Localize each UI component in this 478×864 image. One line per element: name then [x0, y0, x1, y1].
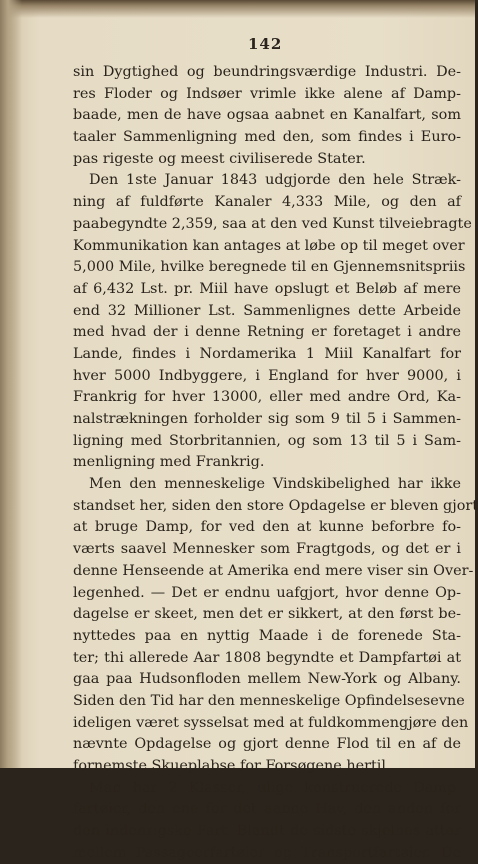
- text-line: nævnte Opdagelse og gjort denne Flod til en af de: [73, 736, 461, 753]
- text-line: fornemste Skueplabse for Forsøgene hertil.: [73, 758, 391, 774]
- text-line: Frankrig for hver 13000, eller med andre Ord, Ka-: [73, 389, 461, 406]
- text-line: værts saavel Mennesker som Fragtgods, og det er i: [73, 541, 461, 558]
- text-line: ter; thi allerede Aar 1808 begyndte et Dampfartøi at: [73, 649, 461, 666]
- text-line: 5,000 Mile, hvilke beregnede til en Gjennemsnitspriis: [73, 259, 466, 276]
- text-line: baade, men de have ogsaa aabnet en Kanalfart, som: [73, 107, 461, 124]
- text-line: den indenrigske Fart. Blandt de sidste skjelnes atter: [73, 823, 461, 840]
- text-line: fartøier, den ene for det aabne Hav, den anden for: [73, 801, 461, 818]
- text-line: legenhed. — Det er endnu uafgjort, hvor denne Op-: [73, 584, 461, 601]
- text-line: ning af fuldførte Kanaler 4,333 Mile, og den af: [73, 194, 461, 211]
- text-line: gaa paa Hudsonfloden mellem New-York og Albany.: [73, 671, 461, 688]
- text-line: res Floder og Indsøer vrimle ikke alene af Damp-: [73, 85, 461, 102]
- text-line: taaler Sammenligning med den, som findes i Euro-: [73, 129, 461, 146]
- page-top-shadow: [0, 0, 475, 18]
- text-line: nyttedes paa en nyttig Maade i de forenede Sta-: [73, 627, 461, 644]
- text-line: Lande, findes i Nordamerika 1 Miil Kanalfart for: [73, 345, 461, 362]
- text-line: Den 1ste Januar 1843 udgjorde den hele Stræk-: [89, 172, 461, 189]
- text-line: Kommunikation kan antages at løbe op til meget over: [73, 237, 465, 254]
- text-line: denne Henseende at Amerika end mere viser sin Over-: [73, 562, 474, 579]
- text-line: Siden den Tid har den menneskelige Opfindelsesevne: [73, 692, 465, 709]
- text-line: menligning med Frankrig.: [73, 454, 265, 471]
- text-line: sin Dygtighed og beundringsværdige Industri. De-: [73, 64, 461, 80]
- text-line: standset her, siden den store Opdagelse er bleven gjort: [73, 497, 478, 514]
- text-line: paabegyndte 2,359, saa at den ved Kunst tilveiebragte: [73, 215, 472, 232]
- page-binding-edge: [0, 0, 22, 768]
- body-text: [73, 62, 478, 864]
- text-line: pas rigeste og meest civiliserede Stater.: [73, 150, 366, 167]
- text-line: Men den menneskelige Vindskibelighed har ikke: [89, 476, 461, 493]
- text-line: mellem Passageerfartøier og Transportfartøier. De: [73, 844, 461, 861]
- text-line: ideligen været sysselsat med at fuldkommengjøre den: [73, 714, 469, 731]
- page-number: 142: [248, 35, 283, 53]
- text-line: med hvad der i denne Retning er foretaget i andre: [73, 324, 461, 341]
- text-line: nalstrækningen forholder sig som 9 til 5 i Sammen-: [73, 411, 461, 427]
- text-line: Man har 2 Klasser, ulige konstruerede Damp-: [89, 779, 461, 796]
- text-line: hver 5000 Indbyggere, i England for hver 9000, i: [73, 367, 461, 384]
- text-line: dagelse er skeet, men det er sikkert, at den først be-: [73, 606, 461, 623]
- text-line: ligning med Storbritannien, og som 13 til 5 i Sam-: [73, 432, 461, 449]
- text-line: end 32 Millioner Lst. Sammenlignes dette Arbeide: [73, 302, 461, 319]
- text-line: af 6,432 Lst. pr. Miil have opslugt et Beløb af mere: [73, 280, 461, 297]
- text-line: at bruge Damp, for ved den at kunne beforbre fo-: [73, 519, 461, 536]
